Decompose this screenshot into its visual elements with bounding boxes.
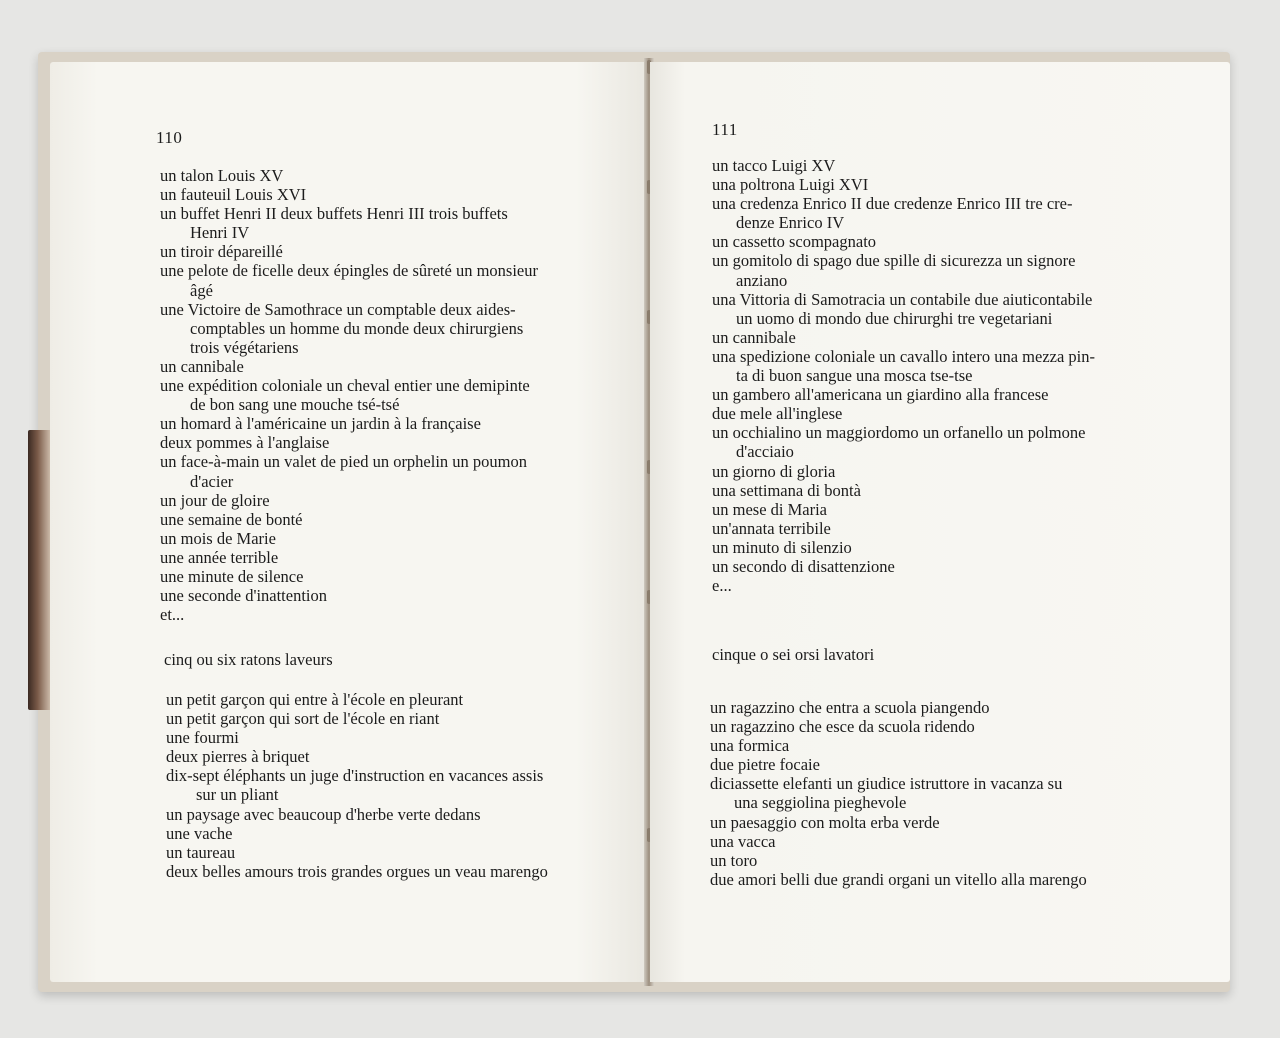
text-line: una spedizione coloniale un cavallo intero una mezza pin- <box>712 346 1096 366</box>
text-line: una seggiolina pieghevole <box>734 793 907 813</box>
text-line: un ragazzino che esce da scuola ridendo <box>710 717 975 737</box>
left-page-section-heading: cinq ou six ratons laveurs <box>164 650 333 669</box>
left-page-number: 110 <box>156 128 183 147</box>
text-line: un paysage avec beaucoup d'herbe verte dedans <box>166 804 481 824</box>
right-page-text-block-2 <box>710 698 1087 889</box>
text-line: un toro <box>710 850 758 870</box>
right-page <box>650 62 1230 982</box>
text-line: una vacca <box>710 831 776 851</box>
text-line: un paesaggio con molta erba verde <box>710 812 940 832</box>
text-line: un tacco Luigi XV <box>712 156 836 175</box>
text-line: un cassetto scompagnato <box>712 232 877 252</box>
text-line: diciassette elefanti un giudice istruttore in vacanza su <box>710 774 1063 794</box>
text-line: e... <box>712 576 732 596</box>
text-line: due mele all'inglese <box>712 404 843 424</box>
text-line: un taureau <box>166 842 236 862</box>
text-line: âgé <box>190 280 213 300</box>
text-line: ta di buon sangue una mosca tse-tse <box>736 366 973 386</box>
text-line: un occhialino un maggiordomo un orfanello un polmone <box>712 423 1086 443</box>
text-line: una poltrona Luigi XVI <box>712 175 869 195</box>
text-line: dix-sept éléphants un juge d'instruction en vacances assis <box>166 766 544 786</box>
text-line: une fourmi <box>166 728 239 748</box>
text-line: un secondo di disattenzione <box>712 556 895 576</box>
text-line: un petit garçon qui entre à l'école en pleurant <box>166 690 464 709</box>
text-line: un ragazzino che entra a scuola piangendo <box>710 698 990 717</box>
text-line: deux pommes à l'anglaise <box>160 433 330 453</box>
text-line: un giorno di gloria <box>712 461 836 481</box>
left-page-text-block-1 <box>160 166 538 624</box>
text-line: un mois de Marie <box>160 528 276 548</box>
text-line: un minuto di silenzio <box>712 537 852 557</box>
text-line: due pietre focaie <box>710 755 820 775</box>
text-line: trois végétariens <box>190 337 299 357</box>
text-line: deux belles amours trois grandes orgues un veau marengo <box>166 861 548 881</box>
text-line: un gomitolo di spago due spille di sicurezza un signore <box>712 251 1076 271</box>
text-line: denze Enrico IV <box>736 213 845 233</box>
text-line: due amori belli due grandi organi un vitello alla marengo <box>710 869 1087 889</box>
left-page <box>50 62 648 982</box>
text-line: una formica <box>710 736 790 756</box>
text-line: una Vittoria di Samotracia un contabile due aiuticontabile <box>712 289 1093 309</box>
text-line: de bon sang une mouche tsé-tsé <box>190 395 400 415</box>
text-line: un uomo di mondo due chirurghi tre vegetariani <box>736 308 1053 328</box>
text-line: un talon Louis XV <box>160 166 284 185</box>
text-line: une vache <box>166 823 233 843</box>
text-line: et... <box>160 605 185 625</box>
right-page-section-heading: cinque o sei orsi lavatori <box>712 645 875 664</box>
text-line: una settimana di bontà <box>712 480 861 500</box>
text-line: une pelote de ficelle deux épingles de sûreté un monsieur <box>160 261 538 281</box>
text-line: une Victoire de Samothrace un comptable deux aides- <box>160 299 516 319</box>
text-line: un mese di Maria <box>712 499 828 519</box>
text-line: un buffet Henri II deux buffets Henri III trois buffets <box>160 204 508 224</box>
text-line: d'acciaio <box>736 442 794 462</box>
text-line: une semaine de bonté <box>160 509 303 529</box>
right-page-number: 111 <box>712 120 738 139</box>
text-line: un face-à-main un valet de pied un orphelin un poumon <box>160 452 528 472</box>
text-line: deux pierres à briquet <box>166 747 310 767</box>
text-line: sur un pliant <box>196 785 279 805</box>
text-line: un fauteuil Louis XVI <box>160 185 307 205</box>
left-page-text-block-2 <box>166 690 548 881</box>
text-line: un homard à l'américaine un jardin à la française <box>160 414 481 434</box>
text-line: une seconde d'inattention <box>160 586 328 606</box>
book-cover-edge <box>28 430 52 710</box>
text-line: un cannibale <box>160 356 244 376</box>
text-line: une année terrible <box>160 547 279 567</box>
text-line: anziano <box>736 270 788 290</box>
text-line: d'acier <box>190 471 234 491</box>
text-line: une minute de silence <box>160 566 304 586</box>
text-line: un gambero all'americana un giardino alla francese <box>712 385 1049 405</box>
text-line: une expédition coloniale un cheval entier une demipinte <box>160 376 530 396</box>
text-line: una credenza Enrico II due credenze Enrico III tre cre- <box>712 194 1073 214</box>
text-line: un jour de gloire <box>160 490 270 510</box>
text-line: un tiroir dépareillé <box>160 242 283 262</box>
text-line: Henri IV <box>190 223 250 243</box>
text-line: comptables un homme du monde deux chirurgiens <box>190 318 524 338</box>
text-line: un cannibale <box>712 327 796 347</box>
right-page-text-block-1 <box>712 156 1095 595</box>
text-line: un'annata terribile <box>712 518 831 538</box>
text-line: un petit garçon qui sort de l'école en riant <box>166 709 440 729</box>
